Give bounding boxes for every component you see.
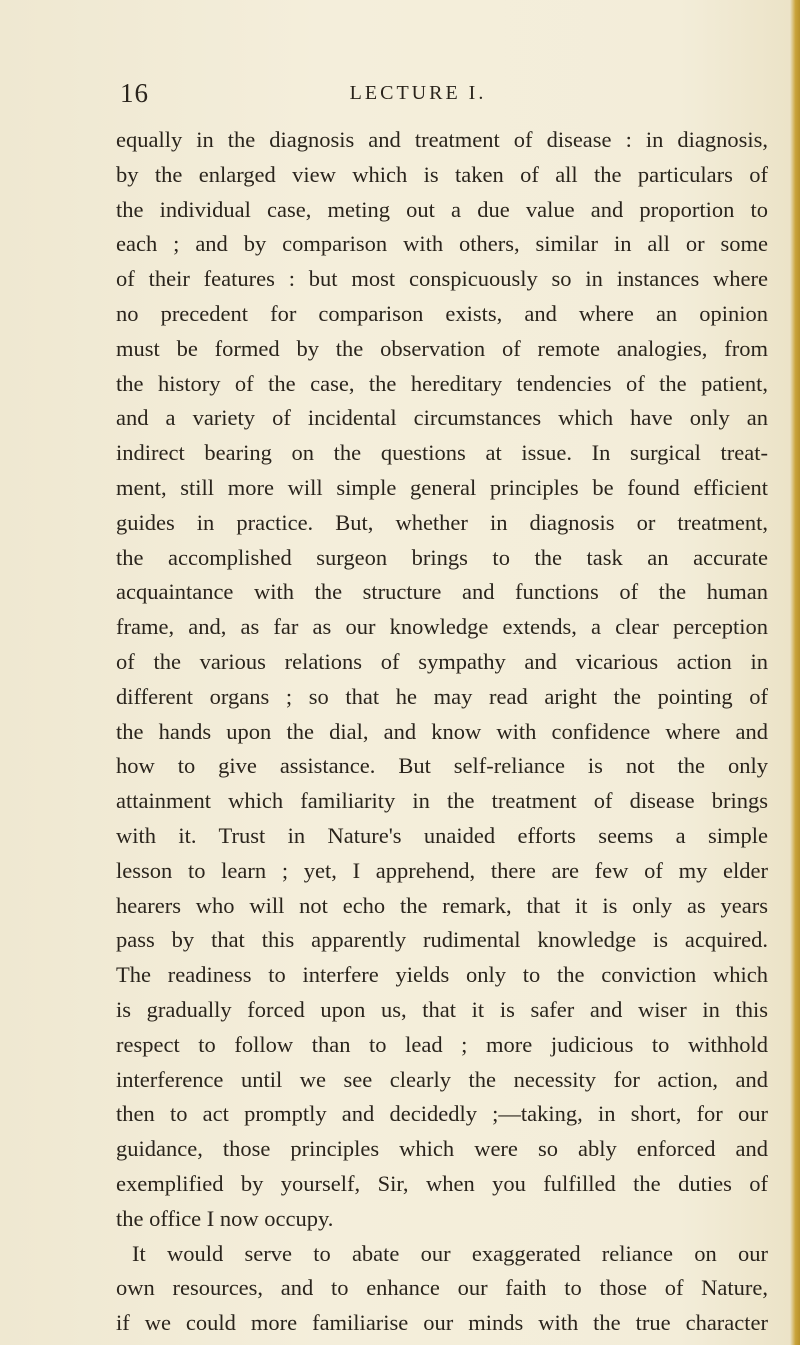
text-line: The readiness to interfere yields only to the conviction which xyxy=(116,962,768,988)
text-line: the individual case, meting out a due value and proportion to xyxy=(116,196,768,222)
text-line: different organs ; so that he may read aright the pointing of xyxy=(116,683,768,709)
text-line: the office I now occupy. xyxy=(116,1205,334,1231)
text-line: lesson to learn ; yet, I apprehend, there are few of my elder xyxy=(116,857,768,883)
text-line: hearers who will not echo the remark, that it is only as years xyxy=(116,892,768,918)
text-line: attainment which familiarity in the treatment of disease brings xyxy=(116,788,768,814)
text-line: the history of the case, the hereditary tendencies of the patient, xyxy=(116,370,768,396)
text-line: if we could more familiarise our minds with the true character xyxy=(116,1310,768,1336)
text-line: and a variety of incidental circumstances which have only an xyxy=(116,405,768,431)
text-line: must be formed by the observation of remote analogies, from xyxy=(116,335,768,361)
text-line: with it. Trust in Nature's unaided efforts seems a simple xyxy=(116,822,768,848)
text-line: each ; and by comparison with others, similar in all or some xyxy=(116,231,768,257)
text-line: frame, and, as far as our knowledge extends, a clear perception xyxy=(116,614,768,640)
text-line: respect to follow than to lead ; more judicious to withhold xyxy=(116,1031,768,1057)
text-line: equally in the diagnosis and treatment of disease : in diagnosis, xyxy=(116,127,768,152)
text-line: pass by that this apparently rudimental knowledge is acquired. xyxy=(116,927,768,953)
text-line: no precedent for comparison exists, and where an opinion xyxy=(116,300,768,326)
text-line: own resources, and to enhance our faith to those of Nature, xyxy=(116,1275,768,1301)
text-line: the hands upon the dial, and know with confidence where and xyxy=(116,718,768,744)
text-line: indirect bearing on the questions at issue. In surgical treat- xyxy=(116,440,768,466)
text-line: guides in practice. But, whether in diagnosis or treatment, xyxy=(116,509,768,535)
text-line: of their features : but most conspicuously so in instances where xyxy=(116,266,768,292)
page-number: 16 xyxy=(120,78,149,108)
running-head: LECTURE I. xyxy=(349,82,487,104)
text-line: acquaintance with the structure and functions of the human xyxy=(116,579,768,605)
text-line: how to give assistance. But self-reliance is not the only xyxy=(116,753,768,779)
text-line: It would serve to abate our exaggerated reliance on our xyxy=(132,1240,768,1266)
text-line: the accomplished surgeon brings to the task an accurate xyxy=(116,544,768,570)
text-line: then to act promptly and decidedly ;—taking, in short, for our xyxy=(116,1101,768,1127)
text-line: interference until we see clearly the necessity for action, and xyxy=(116,1066,768,1092)
text-line: exemplified by yourself, Sir, when you fulfilled the duties of xyxy=(116,1170,768,1196)
page-header xyxy=(0,78,800,114)
text-line: by the enlarged view which is taken of all the particulars of xyxy=(116,161,768,187)
page-edge xyxy=(790,0,800,1345)
text-line: ment, still more will simple general principles be found efficient xyxy=(116,474,768,500)
text-line: is gradually forced upon us, that it is safer and wiser in this xyxy=(116,996,768,1022)
text-line: guidance, those principles which were so ably enforced and xyxy=(116,1136,768,1162)
body-text xyxy=(116,123,768,1341)
text-line: of the various relations of sympathy and vicarious action in xyxy=(116,648,768,674)
